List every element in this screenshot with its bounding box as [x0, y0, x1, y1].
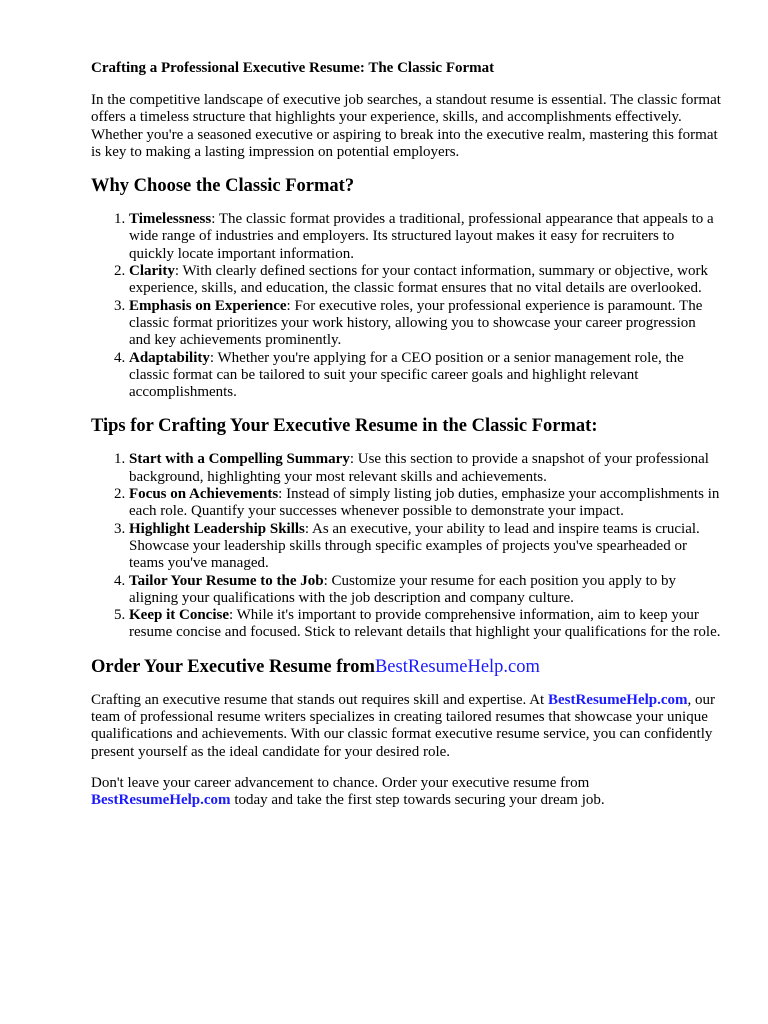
- list-item-separator: :: [211, 211, 219, 228]
- list-item-term: Keep it Concise: [129, 607, 229, 624]
- list-item-term: Tailor Your Resume to the Job: [129, 572, 324, 589]
- list-item: [129, 486, 721, 521]
- list-item-text: With clearly defined sections for your contact information, summary or objective, work experience, skills, and education, the classic format ensures that no vital details are overlooked.: [129, 263, 708, 297]
- order-paragraph-2: [91, 775, 721, 810]
- order-paragraph-2-text-end: today and take the first step towards securing your dream job.: [230, 792, 605, 809]
- list-item-term: Clarity: [129, 263, 175, 280]
- list-item: [129, 211, 721, 263]
- list-item-term: Start with a Compelling Summary: [129, 451, 350, 468]
- tips-heading: Tips for Crafting Your Executive Resume in the Classic Format:: [91, 416, 598, 437]
- list-item-separator: :: [304, 520, 312, 537]
- why-list: [91, 211, 721, 401]
- document-title: Crafting a Professional Executive Resume: The Classic Format: [91, 60, 495, 76]
- order-heading-text: Order Your Executive Resume from: [91, 656, 375, 677]
- list-item-text: The classic format provides a traditional, professional appearance that appeals to a wide range of industries and employers. Its structured layout makes it easy for recruiters to quickly locate important information.: [129, 211, 714, 262]
- list-item-text: Use this section to provide a snapshot of your professional background, highlighting your most relevant skills and achievements.: [129, 451, 709, 485]
- why-heading: Why Choose the Classic Format?: [91, 176, 355, 197]
- list-item: [129, 521, 721, 573]
- bestresumehelp-link[interactable]: BestResumeHelp.com: [547, 691, 688, 708]
- list-item-term: Adaptability: [129, 349, 210, 366]
- list-item-term: Timelessness: [129, 211, 212, 228]
- order-paragraph-1: [91, 692, 721, 761]
- tips-list: [91, 451, 721, 641]
- list-item: [129, 263, 721, 298]
- order-paragraph-1-text-end: , our team of professional resume writers specializes in creating tailored resumes that showcase your unique qualifications and achievements. With our classic format executive resume service, you can confidently present yourself as the ideal candidate for your desired role.: [91, 691, 716, 760]
- list-item-term: Focus on Achievements: [129, 486, 279, 503]
- list-item-text: Whether you're applying for a CEO position or a senior management role, the classic format can be tailored to suit your specific career goals and highlight relevant accomplishments.: [129, 349, 684, 401]
- list-item: [129, 298, 721, 350]
- list-item-text: While it's important to provide comprehensive information, aim to keep your resume concise and focused. Stick to relevant details that highlight your qualifications for the role.: [129, 607, 721, 641]
- list-item-separator: :: [174, 263, 183, 280]
- list-item-separator: :: [209, 349, 218, 366]
- list-item: [129, 451, 721, 486]
- list-item-separator: :: [286, 297, 295, 314]
- list-item-term: Highlight Leadership Skills: [129, 520, 305, 537]
- intro-paragraph: In the competitive landscape of executive job searches, a standout resume is essential. The classic format offers a timeless structure that highlights your experience, skills, and accomplishments effectively. Whether you're a seasoned executive or aspiring to break into the executive realm, mastering this format is key to making a lasting impression on potential employers.: [91, 92, 721, 160]
- list-item-term: Emphasis on Experience: [129, 297, 287, 314]
- list-item-text: Instead of simply listing job duties, emphasize your accomplishments in each role. Quantify your successes whenever possible to demonstrate your impact.: [129, 486, 720, 520]
- list-item-separator: :: [349, 451, 358, 468]
- list-item-separator: :: [323, 572, 332, 589]
- order-heading: [91, 656, 721, 678]
- list-item-text: Customize your resume for each position you apply to by aligning your qualifications with the job description and company culture.: [129, 572, 677, 606]
- list-item: [129, 573, 721, 608]
- list-item-separator: :: [228, 607, 237, 624]
- list-item-separator: :: [278, 486, 287, 503]
- list-item: [129, 607, 721, 642]
- order-paragraph-1-text-start: Crafting an executive resume that stands out requires skill and expertise. At: [91, 691, 548, 708]
- bestresumehelp-heading-link[interactable]: BestResumeHelp.com: [374, 656, 540, 677]
- list-item-text: For executive roles, your professional experience is paramount. The classic format prioritizes your work history, allowing you to showcase your career progression and key achievements prominently.: [129, 297, 703, 349]
- bestresumehelp-link[interactable]: BestResumeHelp.com: [91, 792, 231, 809]
- order-paragraph-2-text-start: Don't leave your career advancement to chance. Order your executive resume from: [91, 774, 590, 791]
- list-item-text: As an executive, your ability to lead and inspire teams is crucial. Showcase your leadership skills through specific examples of projects you've spearheaded or teams you've managed.: [129, 520, 700, 572]
- document-page: [91, 58, 721, 824]
- list-item: [129, 350, 721, 402]
